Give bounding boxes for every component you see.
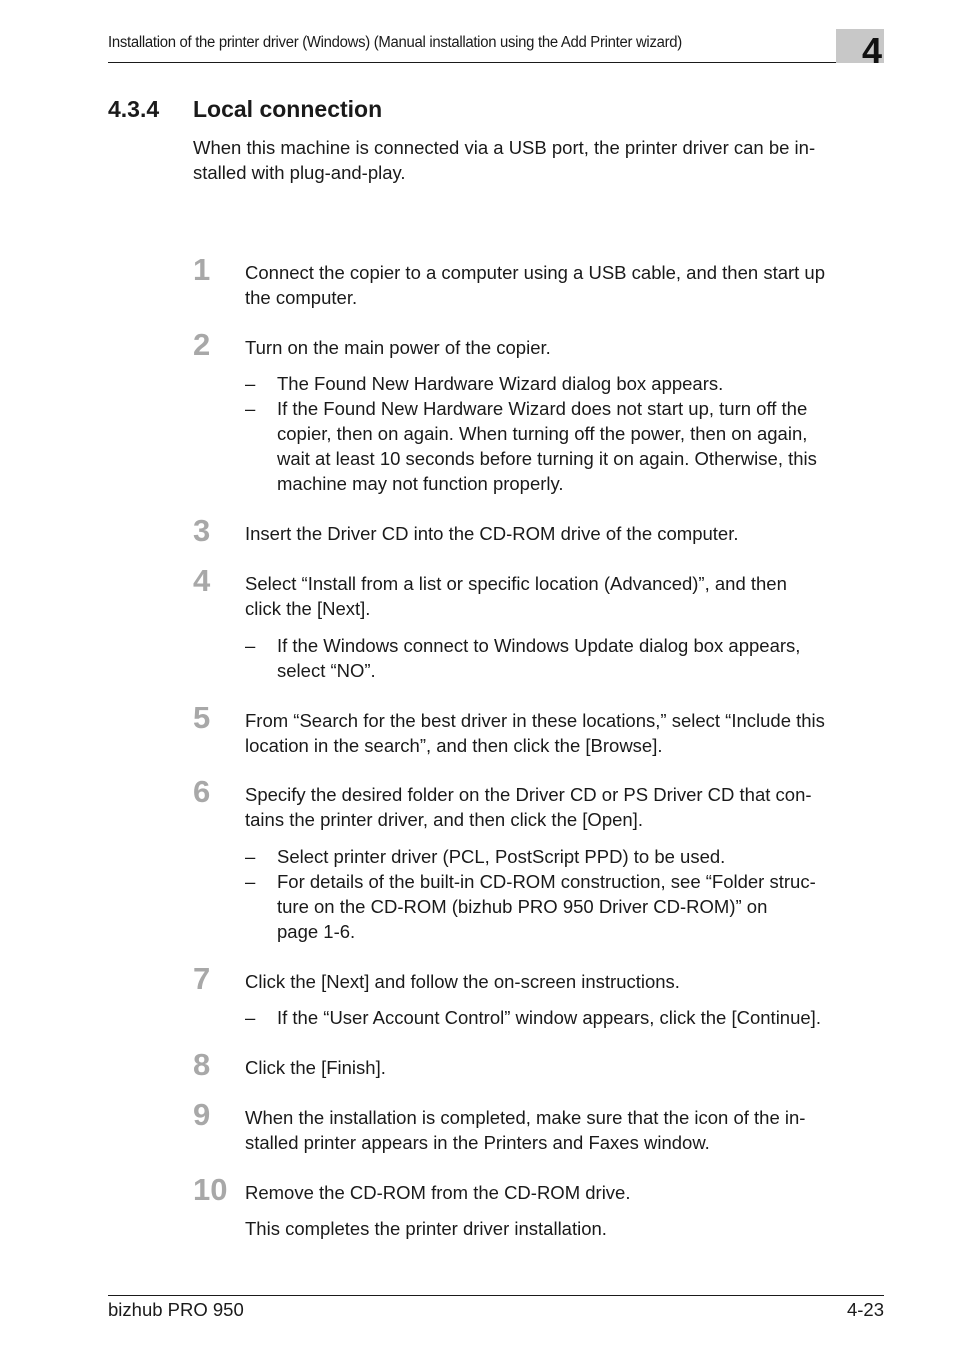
step-text — [245, 1055, 885, 1080]
bullet-dash: – — [245, 635, 256, 656]
bullet-dash: – — [245, 871, 256, 892]
step-line: From “Search for the best driver in these locations,” select “Include this — [245, 710, 825, 731]
step-number: 6 — [193, 774, 211, 809]
bullet-line: For details of the built-in CD-ROM construction, see “Folder struc- — [277, 871, 816, 892]
bullet-item — [245, 396, 885, 496]
bullet-line: page 1-6. — [277, 921, 356, 942]
intro-line: stalled with plug-and-play. — [193, 162, 406, 183]
page-number: 4-23 — [846, 1299, 884, 1320]
step-number: 3 — [193, 513, 211, 548]
step-line: Specify the desired folder on the Driver CD or PS Driver CD that con- — [245, 784, 812, 805]
step-number: 5 — [193, 700, 211, 735]
running-header: Installation of the printer driver (Windows) (Manual installation using the Add Printer wizard) — [108, 34, 682, 51]
chapter-tab — [836, 29, 884, 71]
step-number: 9 — [193, 1097, 211, 1132]
section-title: Local connection — [193, 96, 383, 122]
step-line: Select “Install from a list or specific location (Advanced)”, and then — [245, 573, 787, 594]
header-divider — [108, 62, 884, 63]
step-line: Connect the copier to a computer using a USB cable, and then start up — [245, 262, 826, 283]
step-line: stalled printer appears in the Printers and Faxes window. — [245, 1132, 710, 1153]
bullet-line: ture on the CD-ROM (bizhub PRO 950 Driver CD-ROM)” on — [277, 896, 768, 917]
chapter-number: 4 — [861, 30, 882, 71]
bullet-dash: – — [245, 398, 256, 419]
step-line: Turn on the main power of the copier. — [245, 337, 551, 358]
bullet-item — [245, 869, 885, 944]
step-number: 2 — [193, 327, 211, 362]
section-intro — [193, 135, 883, 185]
step-number: 10 — [193, 1172, 228, 1207]
bullet-line: The Found New Hardware Wizard dialog box appears. — [277, 373, 724, 394]
step-line: tains the printer driver, and then click the [Open]. — [245, 809, 643, 830]
section-number: 4.3.4 — [108, 96, 160, 122]
step-text — [245, 260, 885, 310]
footer-divider — [108, 1295, 884, 1296]
step-line: the computer. — [245, 287, 358, 308]
bullet-line: machine may not function properly. — [277, 473, 564, 494]
step-text — [245, 969, 885, 994]
bullet-line: wait at least 10 seconds before turning it on again. Otherwise, this — [277, 448, 817, 469]
step-text — [245, 782, 885, 832]
step-number: 4 — [193, 563, 211, 598]
step-number: 8 — [193, 1047, 211, 1082]
step-text — [245, 708, 885, 758]
bullet-line: Select printer driver (PCL, PostScript PPD) to be used. — [277, 846, 726, 867]
bullet-dash: – — [245, 846, 256, 867]
bullet-item — [245, 633, 885, 683]
step-line: Insert the Driver CD into the CD-ROM drive of the computer. — [245, 523, 739, 544]
bullet-dash: – — [245, 373, 256, 394]
step-line: Remove the CD-ROM from the CD-ROM drive. — [245, 1182, 631, 1203]
footer-product: bizhub PRO 950 — [108, 1299, 244, 1320]
step-number: 1 — [193, 252, 211, 287]
step-text — [245, 1180, 885, 1205]
step-text — [245, 521, 885, 546]
step-line: Click the [Finish]. — [245, 1057, 386, 1078]
step-line: location in the search”, and then click the [Browse]. — [245, 735, 663, 756]
bullet-item — [245, 371, 885, 396]
step-line: click the [Next]. — [245, 598, 371, 619]
intro-line: When this machine is connected via a USB port, the printer driver can be in- — [193, 137, 816, 158]
bullet-item — [245, 1005, 885, 1030]
bullet-item — [245, 844, 885, 869]
step-text — [245, 335, 885, 360]
step-number: 7 — [193, 961, 211, 996]
bullet-line: copier, then on again. When turning off the power, then on again, — [277, 423, 808, 444]
bullet-line: If the Windows connect to Windows Update dialog box appears, — [277, 635, 801, 656]
step-line: Click the [Next] and follow the on-screen instructions. — [245, 971, 680, 992]
step-line: When the installation is completed, make sure that the icon of the in- — [245, 1107, 806, 1128]
bullet-line: select “NO”. — [277, 660, 376, 681]
bullet-line: If the “User Account Control” window appears, click the [Continue]. — [277, 1007, 821, 1028]
bullet-dash: – — [245, 1007, 256, 1028]
closing-note: This completes the printer driver installation. — [245, 1218, 607, 1239]
step-text — [245, 1105, 885, 1155]
step-text — [245, 571, 885, 621]
bullet-line: If the Found New Hardware Wizard does not start up, turn off the — [277, 398, 808, 419]
